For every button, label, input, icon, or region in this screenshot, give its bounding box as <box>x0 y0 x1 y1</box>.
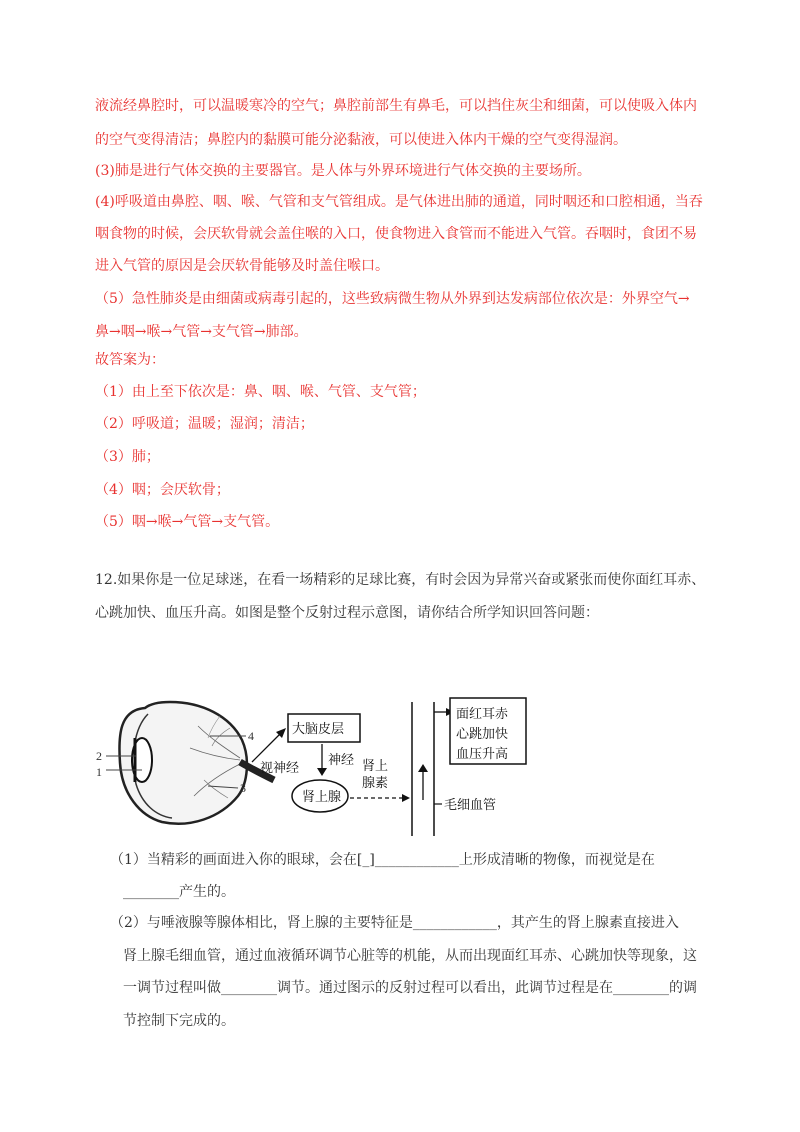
explanation-line: 鼻→咽→喉→气管→支气管→肺部。 <box>95 324 308 340</box>
nerve-label: 神经 <box>328 753 355 768</box>
question-line: （2）与唾液腺等腺体相比，肾上腺的主要特征是____________，其产生的肾上腺素直接进入 <box>110 915 679 931</box>
eye-label-3: 3 <box>240 781 246 795</box>
explanation-line: (3)肺是进行气体交换的主要器官。是人体与外界环境进行气体交换的主要场所。 <box>95 163 591 179</box>
optic-nerve-label: 视神经 <box>260 761 300 776</box>
explanation-line: 进入气管的原因是会厌软骨能够及时盖住喉口。 <box>95 258 389 274</box>
explanation-line: 咽食物的时候，会厌软骨就会盖住喉的入口，使食物进入食管而不能进入气管。吞咽时，食团不易 <box>95 226 697 242</box>
reflex-diagram <box>90 688 550 852</box>
eye-label-1: 1 <box>96 765 102 779</box>
capillary-label: 毛细血管 <box>444 798 497 813</box>
question-stem: 心跳加快、血压升高。如图是整个反射过程示意图，请你结合所学知识回答问题： <box>95 605 599 621</box>
explanation-line: (4)呼吸道由鼻腔、咽、喉、气管和支气管组成。是气体进出肺的通道，同时咽还和口腔相通，当吞 <box>95 194 703 210</box>
explanation-line: 液流经鼻腔时，可以温暖寒冷的空气；鼻腔前部生有鼻毛，可以挡住灰尘和细菌，可以使吸入体内 <box>95 98 697 114</box>
question-line: ________产生的。 <box>123 884 235 900</box>
eyeball-icon <box>119 702 274 824</box>
answer-item: （2）呼吸道；温暖；湿润；清洁； <box>95 416 314 432</box>
adrenaline-label: 腺素 <box>362 776 389 791</box>
effect-label: 心跳加快 <box>456 727 509 742</box>
effect-label: 血压升高 <box>456 747 509 762</box>
question-line: 节控制下完成的。 <box>123 1013 235 1029</box>
adrenaline-label: 肾上 <box>362 759 389 774</box>
effect-label: 面红耳赤 <box>456 707 509 722</box>
question-line: 肾上腺毛细血管，通过血液循环调节心脏等的机能，从而出现面红耳赤、心跳加快等现象，这 <box>123 948 697 964</box>
explanation-line: 的空气变得清洁；鼻腔内的黏膜可能分泌黏液，可以使进入体内干燥的空气变得湿润。 <box>95 132 627 148</box>
answer-item: （1）由上至下依次是：鼻、咽、喉、气管、支气管； <box>95 384 426 400</box>
answer-heading: 故答案为： <box>95 352 165 368</box>
question-stem: 12.如果你是一位足球迷，在看一场精彩的足球比赛，有时会因为异常兴奋或紧张而使你面红耳赤、 <box>95 572 706 588</box>
adrenal-gland-label: 肾上腺 <box>302 790 342 805</box>
explanation-line: （5）急性肺炎是由细菌或病毒引起的，这些致病微生物从外界到达发病部位依次是：外界空气→ <box>95 291 690 307</box>
eye-label-2: 2 <box>96 749 102 763</box>
eye-label-4: 4 <box>248 729 254 743</box>
answer-item: （3）肺； <box>95 449 160 465</box>
answer-item: （4）咽；会厌软骨； <box>95 482 230 498</box>
cortex-label: 大脑皮层 <box>292 722 345 737</box>
question-line: （1）当精彩的画面进入你的眼球，会在[_]____________上形成清晰的物像，而视觉是在 <box>110 852 655 868</box>
answer-item: （5）咽→喉→气管→支气管。 <box>95 514 280 530</box>
question-line: 一调节过程叫做________调节。通过图示的反射过程可以看出，此调节过程是在________的调 <box>123 980 697 996</box>
